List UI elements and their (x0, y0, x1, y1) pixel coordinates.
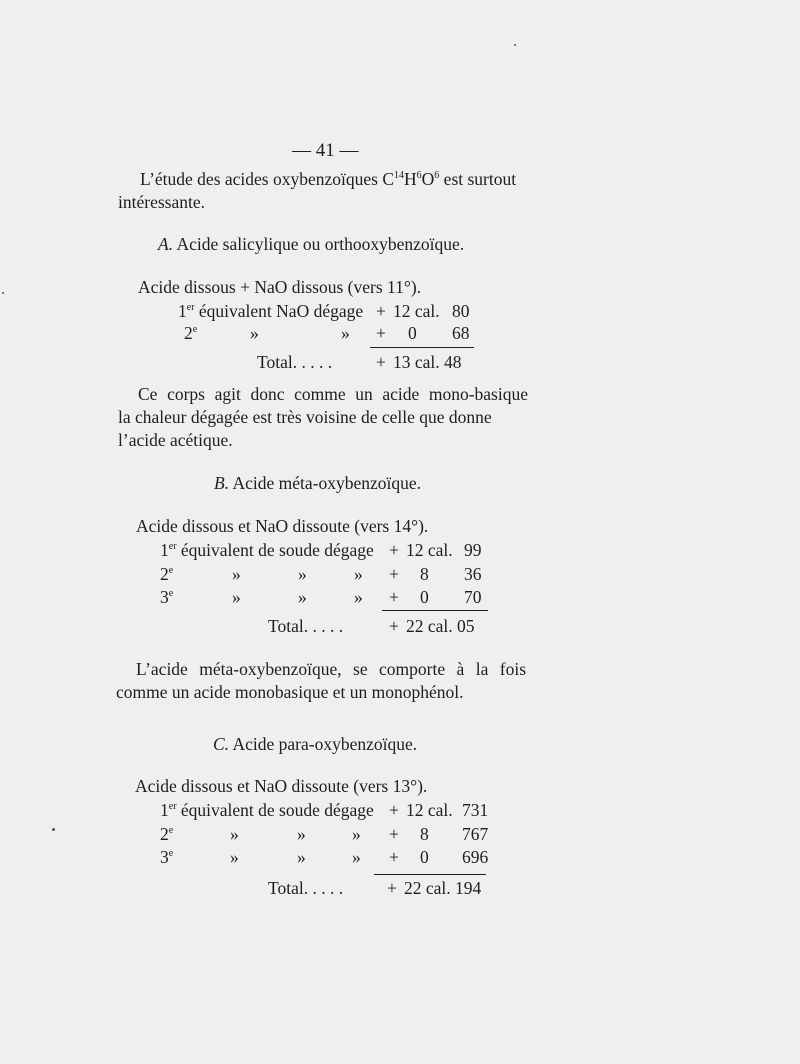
section-b-total-rule (382, 610, 488, 611)
section-b-row-2-ditto-3: » (354, 564, 363, 584)
formula-subscript-o: 6 (434, 170, 440, 182)
section-b-row-2-sign: + (389, 564, 399, 584)
section-c-row-3-ditto-2: » (297, 847, 306, 867)
section-b-row-2-dec: 36 (464, 564, 482, 584)
section-b-total-sign: + (389, 616, 399, 636)
intro-line-1 (140, 168, 516, 190)
section-b-row-3-ditto-3: » (354, 587, 363, 607)
section-a-row-2-ditto-1: » (250, 323, 259, 343)
section-a-title: Acide salicylique ou orthooxybenzoïque. (173, 234, 465, 254)
section-c-row-2-ditto-1: » (230, 824, 239, 844)
section-c-row-2-ditto-2: » (297, 824, 306, 844)
section-c-row-2-ditto-3: » (352, 824, 361, 844)
section-c-row-1-dec: 731 (462, 800, 489, 820)
section-c-row-3-ordinal: 3e (160, 847, 174, 867)
section-c-row-2-int: 8 (420, 824, 429, 844)
section-a-total-value: 13 cal. 48 (393, 352, 462, 372)
section-b-heading (214, 472, 421, 494)
section-c-row-1-sign: + (389, 800, 399, 820)
section-c-row-3-ditto-1: » (230, 847, 239, 867)
section-b-comment-line-2: comme un acide monobasique et un monophénol. (116, 682, 464, 702)
section-c-row-3-dec: 696 (462, 847, 489, 867)
section-b-comment-line-1: L’acide méta-oxybenzoïque, se comporte à la fois (136, 659, 526, 679)
section-c-row-2-dec: 767 (462, 824, 489, 844)
section-c-total-sign: + (387, 878, 397, 898)
section-a-comment-line-1: Ce corps agit donc comme un acide mono-basique (138, 384, 528, 404)
section-b-row-2-int: 8 (420, 564, 429, 584)
section-b-row-3-dec: 70 (464, 587, 482, 607)
section-a-total-label: Total. . . . . (257, 352, 333, 372)
section-a-row-2-ditto-2: » (341, 323, 350, 343)
formula-subscript-c: 14 (394, 170, 405, 182)
section-a-row-2-dec: 68 (452, 323, 470, 343)
intro-line-2: intéressante. (118, 192, 205, 212)
section-c-total-value: 22 cal. 194 (404, 878, 482, 898)
section-c-row-3-int: 0 (420, 847, 429, 867)
section-b-row-1-int: 12 cal. (406, 540, 453, 560)
section-b-row-3-sign: + (389, 587, 399, 607)
section-c-letter: C. (213, 734, 230, 754)
formula-o: O (421, 169, 435, 189)
section-a-row-1-int: 12 cal. (393, 301, 440, 321)
section-b-total-label: Total. . . . . (268, 616, 344, 636)
section-b-row-2-ordinal: 2e (160, 564, 174, 584)
section-b-row-2-ditto-2: » (298, 564, 307, 584)
section-b-row-3-ordinal: 3e (160, 587, 174, 607)
section-a-total-sign: + (376, 352, 386, 372)
section-a-row-1-sign: + (376, 301, 386, 321)
paper-speck (514, 44, 516, 46)
section-b-title: Acide méta-oxybenzoïque. (229, 473, 422, 493)
section-a-row-2-int: 0 (408, 323, 417, 343)
section-b-row-3-int: 0 (420, 587, 429, 607)
formula-subscript-h: 6 (416, 170, 422, 182)
formula-h: H (404, 169, 417, 189)
section-b-letter: B. (214, 473, 230, 493)
section-c-condition: Acide dissous et NaO dissoute (vers 13°). (135, 776, 428, 796)
paper-speck (2, 292, 4, 294)
section-a-total-rule (370, 347, 474, 348)
section-a-condition: Acide dissous + NaO dissous (vers 11°). (138, 277, 422, 297)
section-b-row-3-ditto-2: » (298, 587, 307, 607)
section-c-row-1-label: 1er équivalent de soude dégage (160, 800, 374, 820)
intro-text-start: L’étude des acides oxybenzoïques C (140, 169, 395, 189)
section-b-row-1-sign: + (389, 540, 399, 560)
section-c-row-1-int: 12 cal. (406, 800, 453, 820)
section-c-row-3-sign: + (389, 847, 399, 867)
section-a-heading (158, 233, 464, 255)
section-c-title: Acide para-oxybenzoïque. (229, 734, 418, 754)
section-a-comment-line-2: la chaleur dégagée est très voisine de celle que donne (118, 407, 492, 427)
section-c-row-2-sign: + (389, 824, 399, 844)
section-b-row-2-ditto-1: » (232, 564, 241, 584)
section-b-row-1-dec: 99 (464, 540, 482, 560)
intro-text-end: est surtout (439, 169, 517, 189)
section-a-letter: A. (158, 234, 174, 254)
section-c-total-label: Total. . . . . (268, 878, 344, 898)
section-b-condition: Acide dissous et NaO dissoute (vers 14°). (136, 516, 429, 536)
section-a-row-2-ordinal: 2e (184, 323, 198, 343)
section-a-row-2-sign: + (376, 323, 386, 343)
section-b-total-value: 22 cal. 05 (406, 616, 475, 636)
section-c-row-2-ordinal: 2e (160, 824, 174, 844)
paper-speck (52, 828, 55, 831)
section-b-row-1-label: 1er équivalent de soude dégage (160, 540, 374, 560)
section-a-row-1-dec: 80 (452, 301, 470, 321)
section-a-comment-line-3: l’acide acétique. (118, 430, 233, 450)
section-c-heading (213, 733, 417, 755)
section-b-row-3-ditto-1: » (232, 587, 241, 607)
section-a-row-1-label: 1er équivalent NaO dégage (178, 301, 364, 321)
page-number: — 41 — (292, 140, 359, 161)
section-c-total-rule (374, 874, 486, 875)
section-c-row-3-ditto-3: » (352, 847, 361, 867)
